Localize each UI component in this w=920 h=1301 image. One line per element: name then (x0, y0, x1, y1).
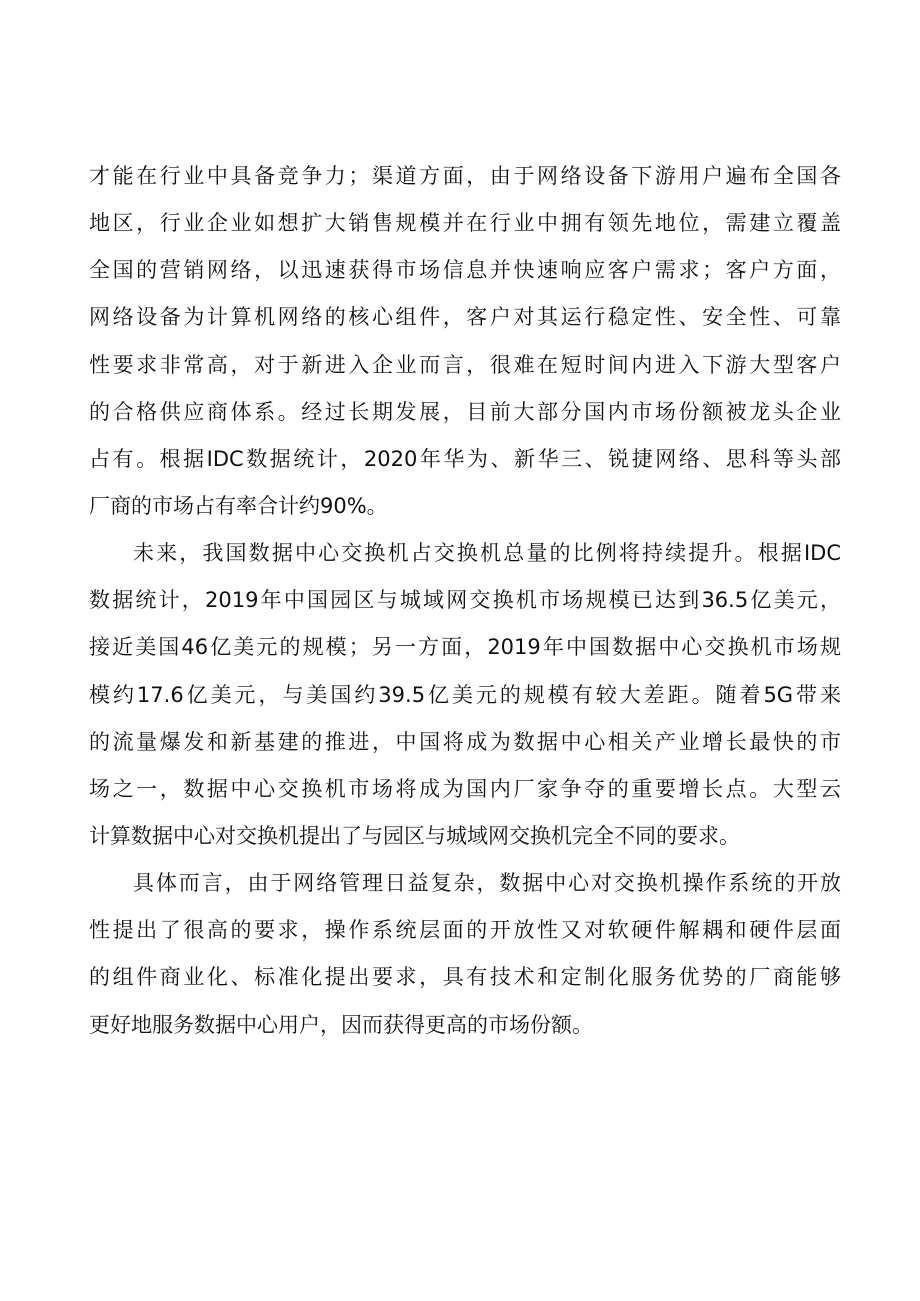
paragraph-line: 网络设备为计算机网络的核心组件，客户对其运行稳定性、安全性、可靠 (89, 305, 841, 330)
paragraph-line: 更好地服务数据中心用户，因而获得更高的市场份额。 (89, 1012, 593, 1037)
paragraph-line: 数据统计，2019年中国园区与城域网交换机市场规模已达到36.5亿美元， (89, 588, 841, 613)
paragraph-line: 的流量爆发和新基建的推进，中国将成为数据中心相关产业增长最快的市 (89, 729, 841, 754)
paragraph-line: 全国的营销网络，以迅速获得市场信息并快速响应客户需求；客户方面， (89, 258, 841, 283)
paragraph-line: 性要求非常高，对于新进入企业而言，很难在短时间内进入下游大型客户 (89, 352, 841, 377)
paragraph-line: 厂商的市场占有率合计约90%。 (89, 493, 388, 518)
paragraph-line: 未来，我国数据中心交换机占交换机总量的比例将持续提升。根据IDC (133, 541, 841, 566)
paragraph-line: 性提出了很高的要求，操作系统层面的开放性又对软硬件解耦和硬件层面 (89, 918, 841, 943)
paragraph-line: 接近美国46亿美元的规模；另一方面，2019年中国数据中心交换机市场规 (89, 635, 841, 660)
paragraph-line: 模约17.6亿美元，与美国约39.5亿美元的规模有较大差距。随着5G带来 (89, 682, 841, 707)
paragraph-2 (89, 530, 841, 860)
paragraph-line: 的组件商业化、标准化提出要求，具有技术和定制化服务优势的厂商能够 (89, 965, 841, 990)
paragraph-3 (89, 860, 841, 1049)
paragraph-line: 占有。根据IDC数据统计，2020年华为、新华三、锐捷网络、思科等头部 (89, 446, 841, 471)
document-body (89, 153, 841, 1049)
paragraph-line: 具体而言，由于网络管理日益复杂，数据中心对交换机操作系统的开放 (133, 871, 841, 896)
paragraph-line: 地区，行业企业如想扩大销售规模并在行业中拥有领先地位，需建立覆盖 (89, 211, 841, 236)
paragraph-line: 的合格供应商体系。经过长期发展，目前大部分国内市场份额被龙头企业 (89, 399, 841, 424)
paragraph-line: 才能在行业中具备竞争力；渠道方面，由于网络设备下游用户遍布全国各 (89, 164, 841, 188)
paragraph-line: 计算数据中心对交换机提出了与园区与城域网交换机完全不同的要求。 (89, 823, 740, 848)
paragraph-1 (89, 153, 841, 530)
paragraph-line: 场之一，数据中心交换机市场将成为国内厂家争夺的重要增长点。大型云 (89, 776, 841, 801)
